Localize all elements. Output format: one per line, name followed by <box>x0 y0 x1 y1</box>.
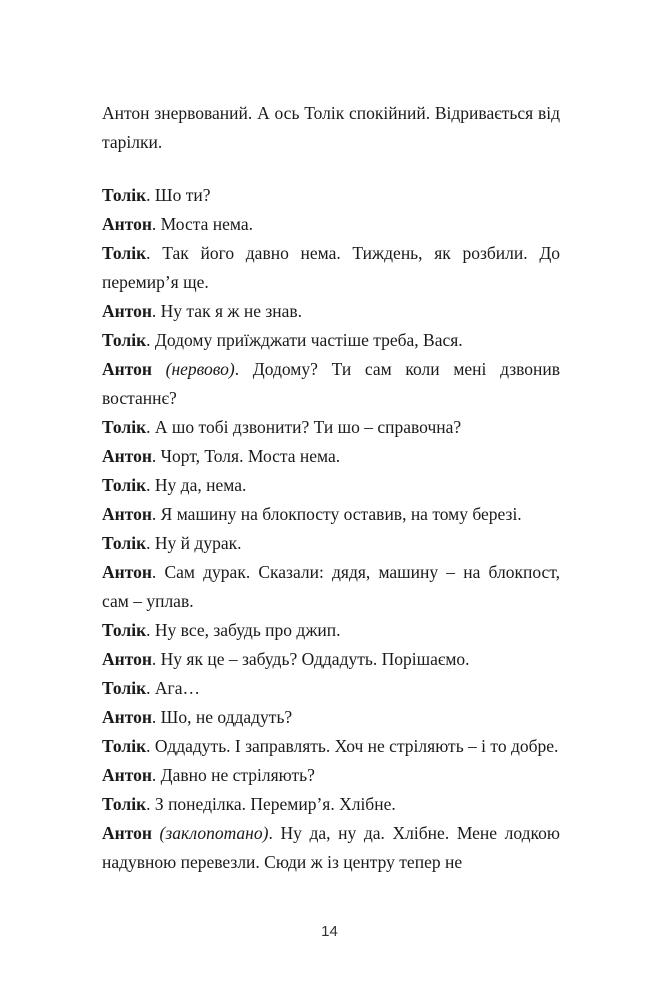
separator: . <box>146 417 155 437</box>
dialogue-line <box>102 674 560 703</box>
separator: . <box>146 533 155 553</box>
speaker-name: Антон <box>102 562 152 582</box>
speaker-name: Антон <box>102 765 152 785</box>
speaker-name: Антон <box>102 214 152 234</box>
line-text: Ну як це – забудь? Оддадуть. Порішаємо. <box>160 649 470 669</box>
speaker-name: Толік <box>102 330 147 350</box>
speaker-name: Антон <box>102 446 152 466</box>
line-text: Додому приїжджати частіше треба, Вася. <box>154 330 463 350</box>
line-text: Так його давно нема. Тиждень, як розбили. До перемир’я ще. <box>102 243 561 292</box>
speaker-name: Антон <box>102 707 152 727</box>
dialogue-line <box>102 297 560 326</box>
dialogue-line <box>102 210 560 239</box>
speaker-name: Антон <box>102 301 152 321</box>
speaker-name: Антон <box>102 504 152 524</box>
dialogue-line <box>102 761 560 790</box>
speaker-name: Толік <box>102 794 147 814</box>
line-text: Ну да, нема. <box>154 475 247 495</box>
line-text: Ну все, забудь про джип. <box>154 620 341 640</box>
speaker-name: Антон <box>102 823 152 843</box>
dialogue-line <box>102 326 560 355</box>
line-text: Ну так я ж не знав. <box>160 301 303 321</box>
separator: . <box>151 301 161 321</box>
dialogue-line <box>102 645 560 674</box>
line-text: Чорт, Толя. Моста нема. <box>160 446 341 466</box>
dialogue-line <box>102 355 560 413</box>
line-text: Ага… <box>154 678 201 698</box>
speaker-name: Толік <box>102 678 147 698</box>
dialogue-line <box>102 471 560 500</box>
separator: . <box>146 330 155 350</box>
separator: . <box>151 707 161 727</box>
separator: . <box>146 678 155 698</box>
line-text: Додому? Ти сам коли мені дзвонив востаннє? <box>102 359 561 408</box>
page-body <box>102 99 560 877</box>
speaker-name: Антон <box>102 359 152 379</box>
separator: . <box>268 823 281 843</box>
dialogue-line <box>102 703 560 732</box>
line-text: Сам дурак. Сказали: дядя, машину – на блокпост, сам – уплав. <box>102 562 560 611</box>
separator: . <box>146 794 155 814</box>
dialogue-line <box>102 616 560 645</box>
speaker-name: Толік <box>102 620 147 640</box>
line-text: З понеділка. Перемир’я. Хлібне. <box>154 794 396 814</box>
speaker-name: Толік <box>102 533 147 553</box>
dialogue-line <box>102 239 560 297</box>
speaker-name: Толік <box>102 417 147 437</box>
speaker-name: Толік <box>102 736 147 756</box>
speaker-name: Толік <box>102 475 147 495</box>
separator: . <box>146 620 155 640</box>
line-text: Давно не стріляють? <box>160 765 315 785</box>
line-text: А шо тобі дзвонити? Ти шо – справочна? <box>154 417 462 437</box>
dialogue <box>102 181 560 877</box>
separator: . <box>146 475 155 495</box>
dialogue-line <box>102 732 560 761</box>
separator: . <box>151 446 161 466</box>
page-number: 14 <box>321 923 338 940</box>
separator: . <box>151 504 161 524</box>
line-text: Шо ти? <box>154 185 211 205</box>
line-text: Моста нема. <box>160 214 253 234</box>
line-text: Ну да, ну да. Хлібне. Мене лодкою надувною перевезли. Сюди ж із центру тепер не <box>102 823 560 872</box>
separator: . <box>151 765 161 785</box>
separator: . <box>146 243 163 263</box>
line-text: Я машину на блокпосту оставив, на тому березі. <box>160 504 522 524</box>
separator: . <box>146 736 155 756</box>
stage-direction: (нервово) <box>165 359 235 379</box>
stage-direction: (заклопотано) <box>159 823 269 843</box>
dialogue-line <box>102 181 560 210</box>
dialogue-line <box>102 558 560 616</box>
separator: . <box>151 214 161 234</box>
dialogue-line <box>102 790 560 819</box>
line-text: Шо, не оддадуть? <box>160 707 293 727</box>
dialogue-line <box>102 529 560 558</box>
separator: . <box>151 649 161 669</box>
dialogue-line <box>102 500 560 529</box>
dialogue-line <box>102 413 560 442</box>
stage-direction-intro: Антон знервований. А ось Толік спокійний. Відривається від тарілки. <box>102 103 560 152</box>
separator: . <box>234 359 253 379</box>
separator: . <box>151 562 165 582</box>
speaker-name: Толік <box>102 185 147 205</box>
line-text: Ну й дурак. <box>154 533 242 553</box>
line-text: Оддадуть. І заправлять. Хоч не стріляють – і то добре. <box>154 736 559 756</box>
dialogue-line <box>102 442 560 471</box>
dialogue-line <box>102 819 560 877</box>
speaker-name: Антон <box>102 649 152 669</box>
speaker-name: Толік <box>102 243 147 263</box>
separator: . <box>146 185 155 205</box>
